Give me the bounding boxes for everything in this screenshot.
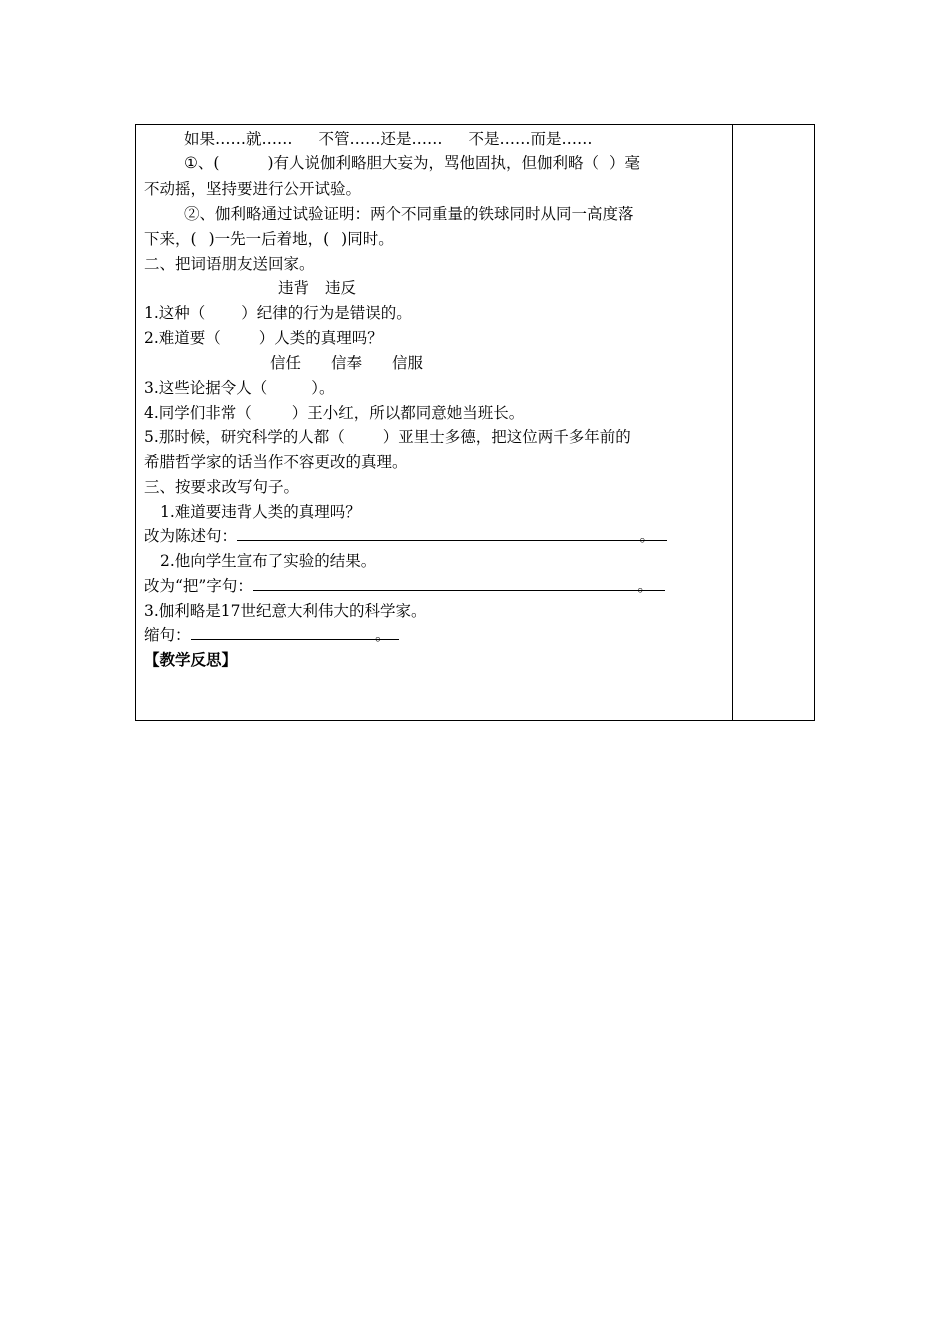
section-3-answer-2: 改为“把”字句： 。 — [144, 576, 665, 596]
notes-cell — [733, 125, 814, 720]
conjunction-patterns — [184, 129, 593, 149]
section-3-answer-1: 改为陈述句： 。 — [144, 526, 667, 546]
pattern-1: 如果……就…… — [184, 130, 293, 148]
question-1a-line1: ①、( )有人说伽利略胆大妄为，骂他固执，但伽利略（ ）毫 — [184, 154, 641, 172]
teaching-reflection-heading: 【教学反思】 — [144, 650, 238, 669]
section-2-item-1: 1.这种（ ）纪律的行为是错误的。 — [144, 304, 412, 322]
section-2-item-4: 4.同学们非常（ ）王小红，所以都同意她当班长。 — [144, 404, 525, 422]
answer-line-3[interactable]: 。 — [191, 625, 399, 640]
section-3-answer-3: 缩句： 。 — [144, 625, 399, 645]
question-1b-line2: 下来，( )一先一后着地，( )同时。 — [144, 230, 394, 248]
pattern-3: 不是……而是…… — [468, 130, 593, 148]
exercise-cell — [136, 125, 733, 720]
section-2-title: 二、把词语朋友送回家。 — [144, 255, 315, 273]
lesson-table — [135, 124, 815, 721]
word-choices-b: 信任 信奉 信服 — [270, 354, 424, 372]
question-1b-line1: ②、伽利略通过试验证明：两个不同重量的铁球同时从同一高度落 — [184, 205, 634, 223]
section-2-item-5: 5.那时候，研究科学的人都（ ）亚里士多德，把这位两千多年前的 — [144, 428, 631, 446]
pattern-2: 不管……还是…… — [318, 130, 443, 148]
word-choices-a: 违背 违反 — [278, 279, 357, 297]
answer-line-2[interactable]: 。 — [253, 576, 665, 591]
section-3-sentence-2: 2.他向学生宣布了实验的结果。 — [160, 552, 377, 570]
answer-line-1[interactable]: 。 — [237, 526, 667, 541]
question-1a-line2: 不动摇，坚持要进行公开试验。 — [144, 180, 362, 198]
section-3-sentence-1: 1.难道要违背人类的真理吗？ — [160, 503, 361, 521]
section-2-item-3: 3.这些论据令人（ ）。 — [144, 379, 335, 397]
section-3-sentence-3: 3.伽利略是17世纪意大利伟大的科学家。 — [144, 602, 427, 620]
section-3-title: 三、按要求改写句子。 — [144, 478, 300, 496]
section-2-item-5-line2: 希腊哲学家的话当作不容更改的真理。 — [144, 453, 408, 471]
section-2-item-2: 2.难道要（ ）人类的真理吗？ — [144, 329, 383, 347]
